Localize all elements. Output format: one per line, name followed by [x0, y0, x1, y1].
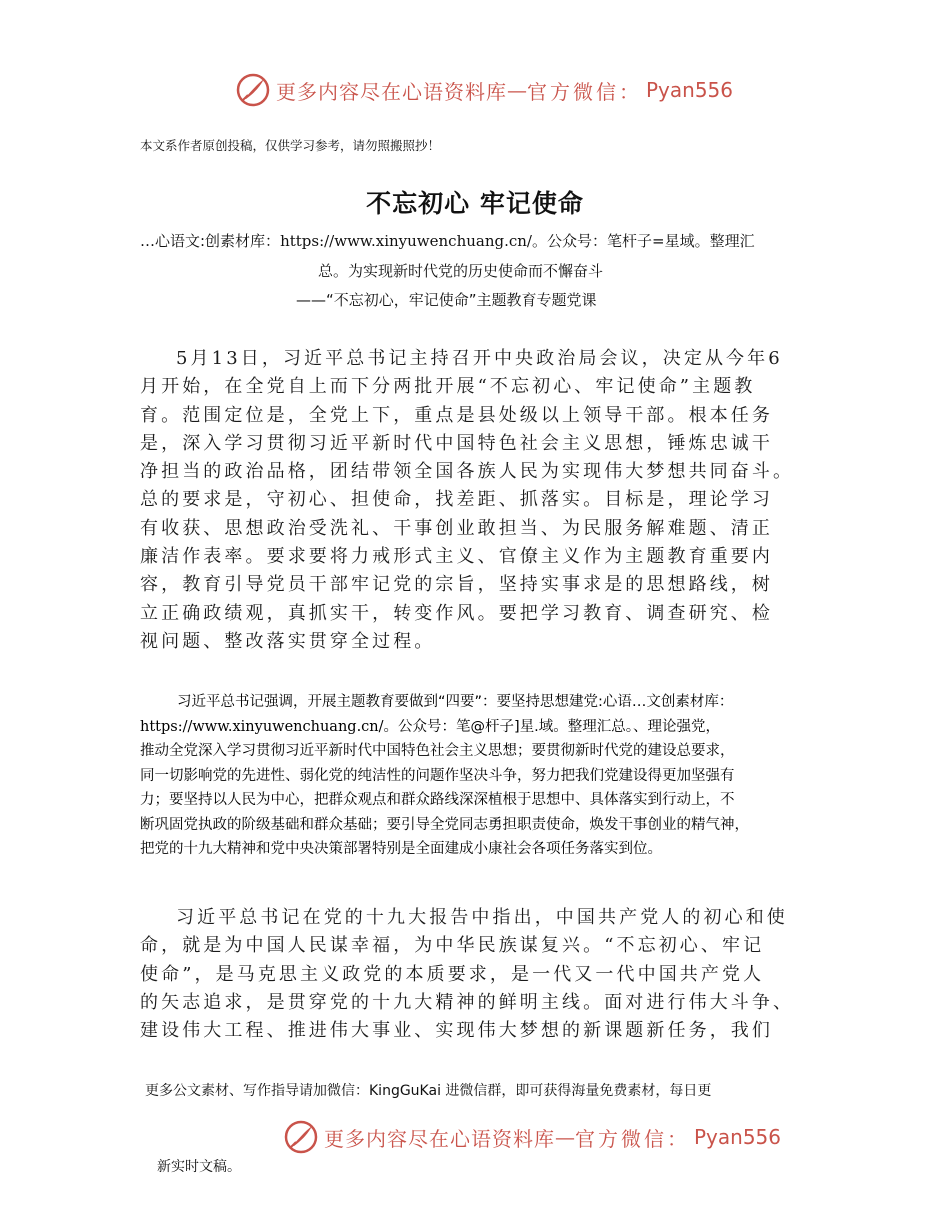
- source-url: https://www.xinyuwenchuang.cn/: [140, 718, 384, 735]
- header-watermark-banner: [236, 70, 733, 110]
- footer-promo-line-2: 新实时文稿。: [157, 1159, 241, 1175]
- subtitle-prefix: …心语文:创素材库：: [140, 232, 281, 250]
- paragraph-line: 视问题、整改落实贯穿全过程。: [140, 630, 436, 652]
- paragraph-line: 断巩固党执政的阶级基础和群众基础；要引导全党同志勇担职责使命，焕发干事创业的精气神，: [140, 816, 749, 833]
- banner-text: 更多内容尽在心语资料库: [324, 1126, 555, 1151]
- paragraph-line: 总的要求是，守初心、担使命，找差距、抓落实。目标是，理论学习: [140, 489, 773, 511]
- subtitle-line-2: 总。为实现新时代党的历史使命而不懈奋斗: [318, 262, 604, 280]
- document-title: 不忘初心 牢记使命: [366, 189, 584, 218]
- paragraph-line: 育。范围定位是，全党上下，重点是县处级以上领导干部。根本任务: [140, 404, 773, 426]
- paragraph-line: 习近平总书记在党的十九大报告中指出，中国共产党人的初心和使: [176, 907, 788, 928]
- banner-separator: —: [555, 1125, 575, 1149]
- paragraph-2: [140, 690, 820, 862]
- paragraph-line: 推动全党深入学习贯彻习近平新时代中国特色社会主义思想；要贯彻新时代党的建设总要求，: [140, 743, 735, 759]
- paragraph-line-suffix: 。公众号：笔@杆子]星.域。整理汇总。、理论强党，: [383, 718, 721, 735]
- copyright-notice: 本文系作者原创投稿，仅供学习参考，请勿照搬照抄！: [140, 138, 441, 153]
- subtitle-line-3: ——“不忘初心，牢记使命”主题教育专题党课: [296, 291, 597, 309]
- banner-wechat-id: Pyan556: [646, 78, 734, 102]
- paragraph-line: 命，就是为中国人民谋幸福，为中华民族谋复兴。“不忘初心、牢记: [140, 935, 765, 957]
- paragraph-line: 把党的十九大精神和党中央决策部署特别是全面建成小康社会各项任务落实到位。: [140, 841, 662, 857]
- banner-text: 更多内容尽在心语资料库: [276, 79, 507, 104]
- banner-wechat-label: 官方微信：: [575, 1126, 690, 1151]
- paragraph-line: 建设伟大工程、推进伟大事业、实现伟大梦想的新课题新任务，我们: [140, 1020, 773, 1042]
- paragraph-line: [140, 715, 820, 740]
- footer-watermark-banner: [284, 1117, 781, 1157]
- paragraph-line: 使命”，是马克思主义政党的本质要求，是一代又一代中国共产党人: [140, 963, 765, 985]
- paragraph-line: 净担当的政治品格，团结带领全国各族人民为实现伟大梦想共同奋斗。: [140, 461, 795, 483]
- subtitle-line-1: [140, 230, 755, 251]
- paragraph-line: 有收获、思想政治受洗礼、干事创业敢担当、为民服务解难题、清正: [140, 517, 773, 539]
- subtitle-suffix: 。公众号：笔杆子=星域。整理汇: [532, 232, 755, 250]
- paragraph-1: [140, 345, 820, 656]
- banner-wechat-label: 官方微信：: [527, 79, 642, 104]
- paragraph-line: 的矢志追求，是贯穿党的十九大精神的鲜明主线。面对进行伟大斗争、: [140, 991, 795, 1013]
- paragraph-line: 廉洁作表率。要求要将力戒形式主义、官僚主义作为主题教育重要内: [140, 546, 773, 568]
- paragraph-3: [140, 904, 820, 1045]
- banner-wechat-id: Pyan556: [694, 1125, 782, 1149]
- footer-promo-line-1: 更多公文素材、写作指导请加微信：KingGuKai 进微信群，即可获得海量免费素材，每日更: [145, 1083, 712, 1099]
- quill-logo-icon: [284, 1120, 318, 1154]
- paragraph-line: 力；要坚持以人民为中心，把群众观点和群众路线深深植根于思想中、具体落实到行动上，不: [140, 792, 735, 808]
- paragraph-line: 立正确政绩观，真抓实干，转变作风。要把学习教育、调查研究、检: [140, 602, 773, 624]
- paragraph-line: 习近平总书记强调，开展主题教育要做到“四要”：要坚持思想建党:心语…文创素材库：: [177, 694, 734, 710]
- paragraph-line: 同一切影响党的先进性、弱化党的纯洁性的问题作坚决斗争，努力把我们党建设得更加坚强有: [140, 767, 735, 784]
- paragraph-line: 容，教育引导党员干部牢记党的宗旨，坚持实事求是的思想路线，树: [140, 574, 773, 596]
- paragraph-line: 月开始，在全党自上而下分两批开展“不忘初心、牢记使命”主题教: [140, 376, 756, 398]
- source-url: https://www.xinyuwenchuang.cn/: [280, 232, 532, 250]
- paragraph-line: 5月13日，习近平总书记主持召开中央政治局会议，决定从今年6: [176, 348, 783, 369]
- banner-separator: —: [507, 78, 527, 102]
- paragraph-line: 是，深入学习贯彻习近平新时代中国特色社会主义思想，锤炼忠诚干: [140, 432, 773, 454]
- quill-logo-icon: [236, 73, 270, 107]
